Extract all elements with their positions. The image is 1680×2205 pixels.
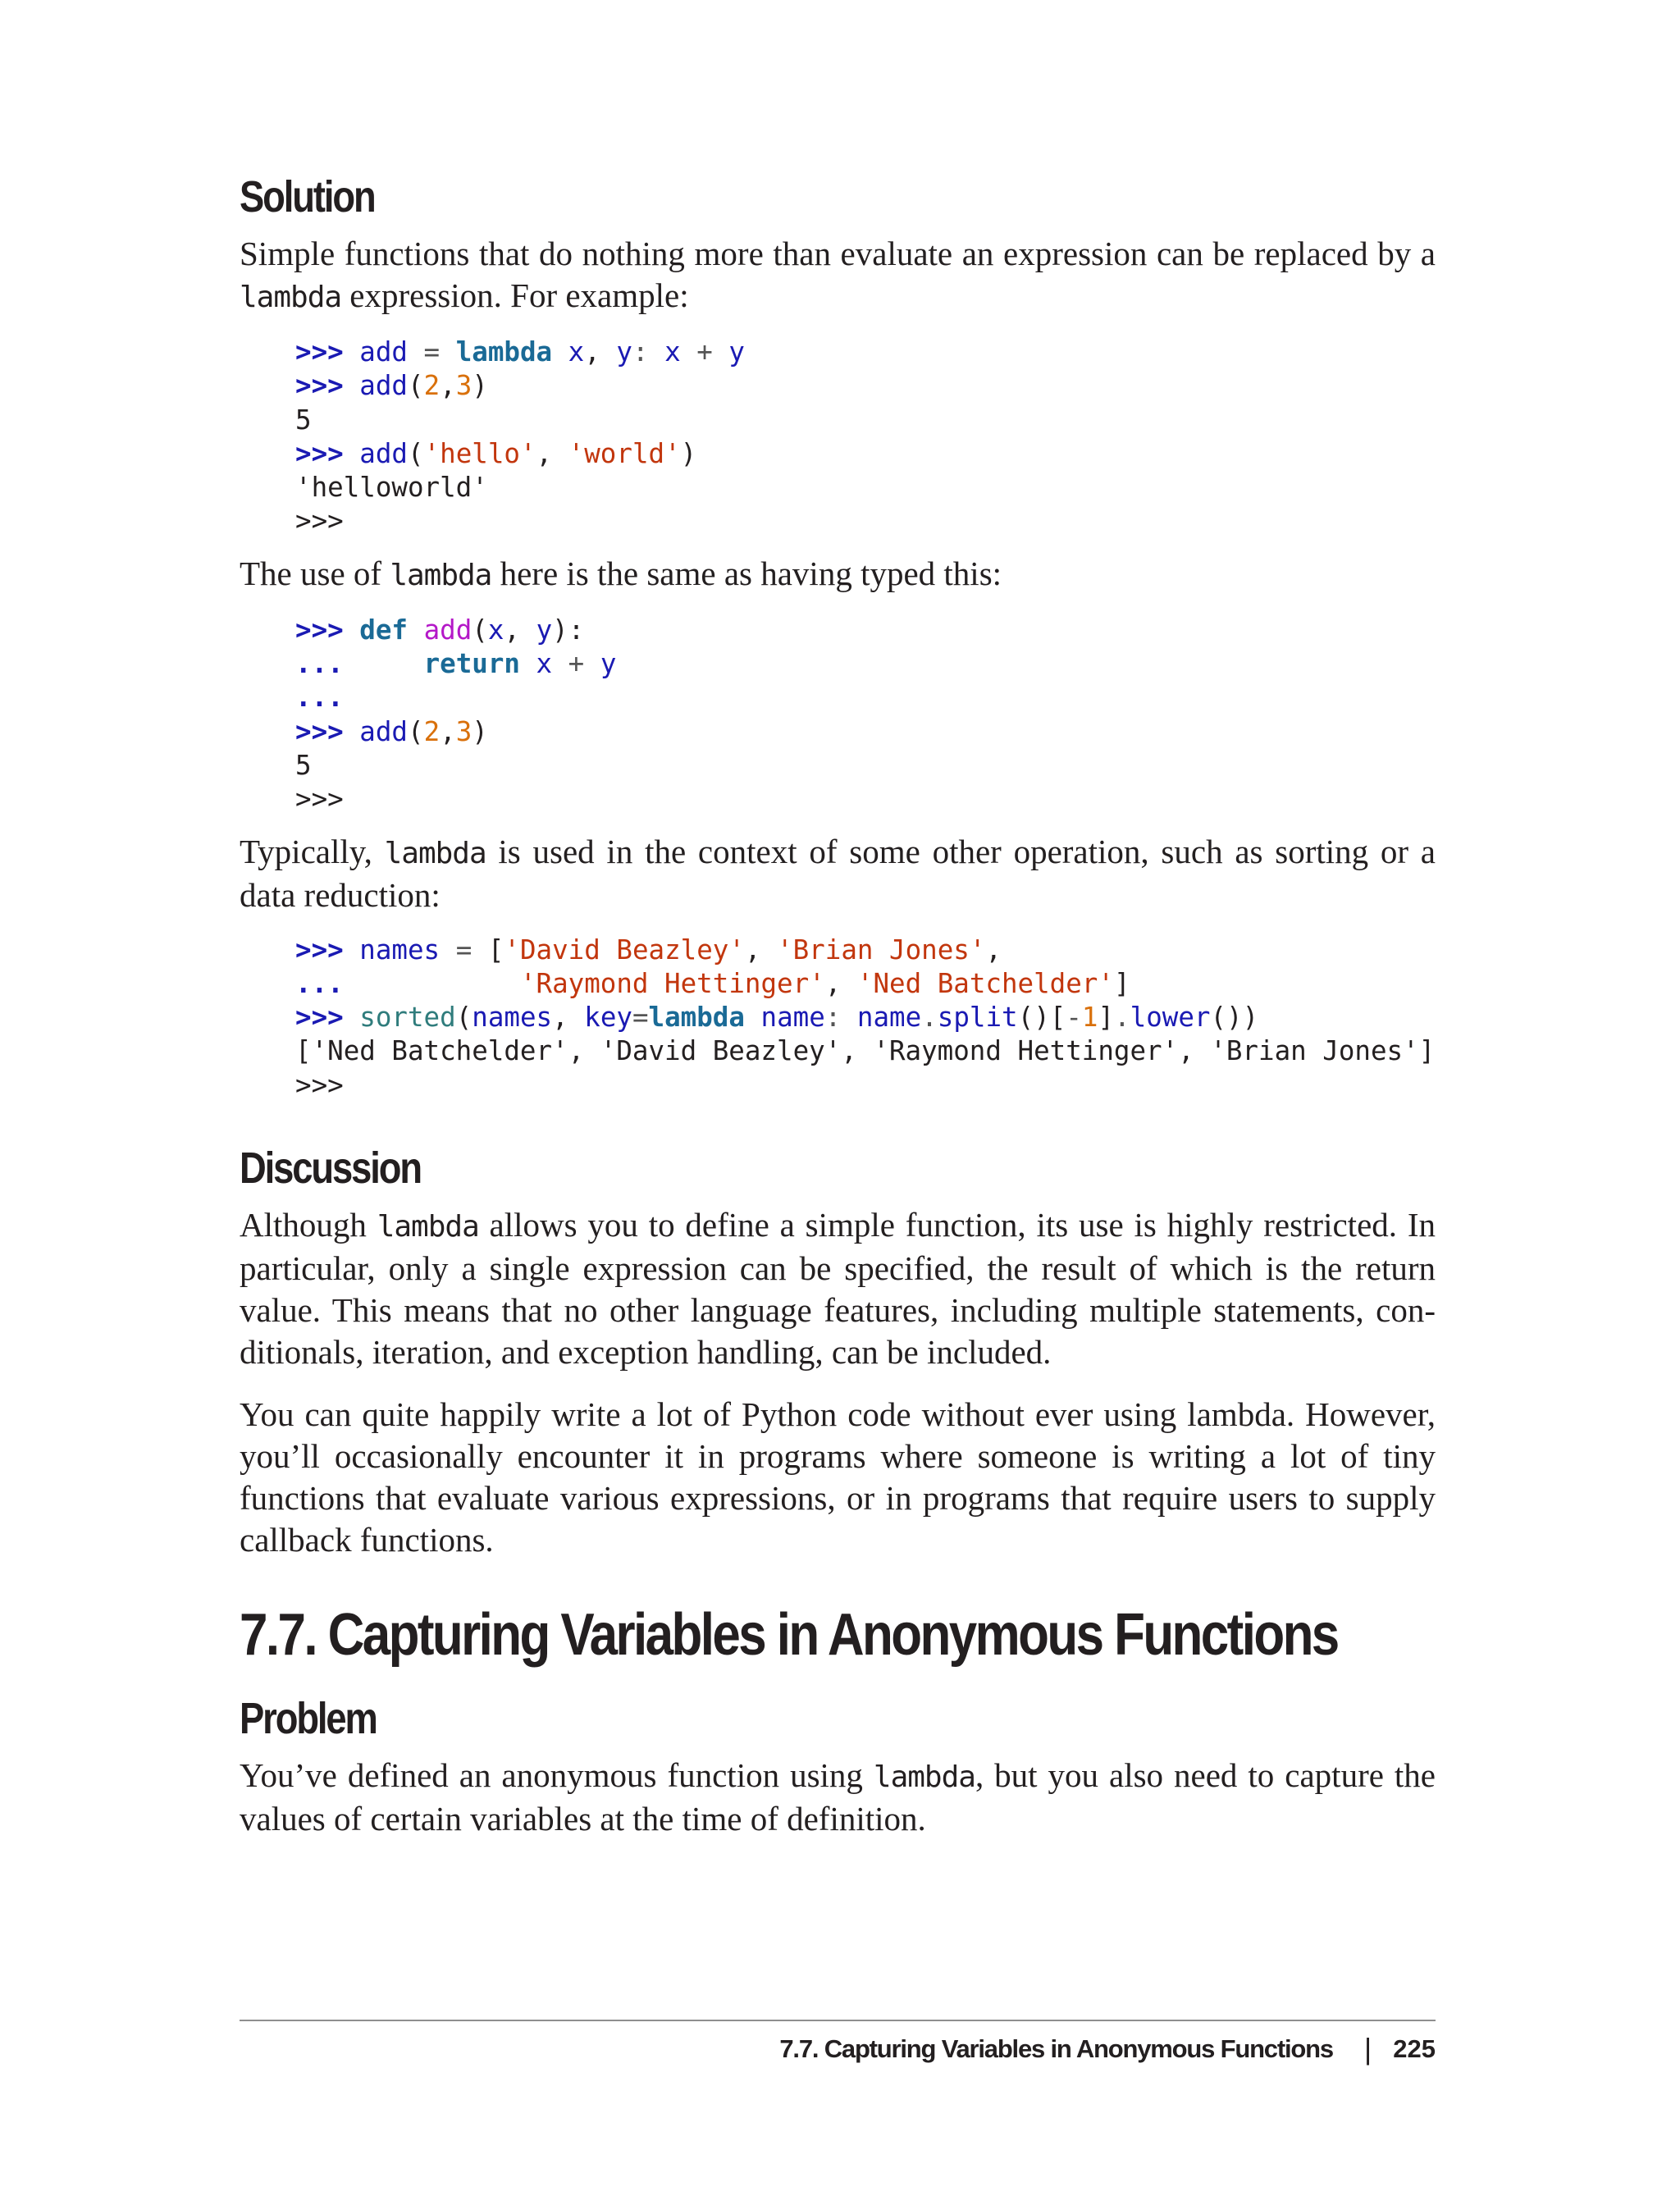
code-token: names [359, 934, 441, 966]
code-token: ) [472, 715, 488, 747]
code-token: , [985, 934, 1002, 966]
recipe-title: 7.7. Capturing Variables in Anonymous Functions [240, 1602, 1338, 1669]
code-token: . [1114, 1002, 1130, 1034]
code-token: , [440, 370, 456, 402]
code-token: : [632, 336, 665, 368]
code-token: ( [407, 715, 424, 747]
solution-paragraph-3 [240, 831, 1436, 916]
code-token: >>> [295, 437, 360, 469]
text-run: Simple functions that do nothing more than evaluate an expression can be replaced by a [240, 235, 1436, 272]
solution-paragraph-1 [240, 233, 1436, 318]
text-run: expression. For example: [341, 276, 689, 314]
code-token: 'world' [568, 437, 681, 469]
code-token: names [472, 1002, 553, 1034]
solution-heading: Solution [240, 172, 375, 221]
code-token: ] [1098, 1002, 1115, 1034]
text-run: allows you to define a simple function, its use is highly restricted. In particular, only a single expression can be specified, the result of which is the return value. This means that no other language features, including multiple statements, conditionals, iteration, and exception handling, can be included. [240, 1206, 1436, 1372]
code-token: >>> [295, 934, 360, 966]
code-block-sorted-example [295, 934, 1436, 1102]
code-token: add [359, 336, 408, 368]
code-token: name [744, 1002, 825, 1034]
solution-paragraph-2 [240, 553, 1436, 596]
code-token: ... [295, 967, 360, 999]
text-run: You’ve defined an anonymous function using [240, 1756, 874, 1795]
code-token: 'Ned Batchelder' [856, 967, 1114, 999]
code-token: add [359, 370, 408, 402]
code-line [295, 471, 1436, 504]
code-token: >>> [295, 336, 360, 368]
code-line [295, 1034, 1436, 1068]
code-token: ): [552, 614, 585, 646]
code-token: y [536, 614, 553, 646]
code-token: , [824, 967, 857, 999]
code-token [408, 614, 424, 646]
code-token: ( [407, 370, 424, 402]
code-token: y [600, 648, 617, 680]
code-token: ( [455, 1002, 472, 1034]
code-token: 2 [423, 370, 441, 402]
text-run: here is the same as having typed this: [491, 554, 1002, 592]
code-token: 5 [295, 749, 312, 781]
problem-paragraph [240, 1755, 1436, 1840]
code-token: >>> [295, 1069, 344, 1101]
code-token: return [423, 648, 520, 680]
code-token: lower [1130, 1002, 1211, 1034]
code-token: ) [680, 437, 697, 469]
code-line [295, 967, 1436, 1001]
text-run: , but you also need to capture the values of certain variables at the time of definition. [240, 1756, 1436, 1838]
code-token: 'David Beazley' [504, 934, 745, 966]
page-content [240, 0, 1436, 1840]
code-token: >>> [295, 715, 360, 747]
footer-separator: | [1363, 2032, 1372, 2066]
code-token: lambda [648, 1002, 745, 1034]
code-token: >>> [295, 614, 360, 646]
code-block-def-example [295, 614, 1436, 817]
code-line [295, 369, 1436, 403]
discussion-heading: Discussion [240, 1144, 421, 1194]
code-token: 'Raymond Hettinger' [519, 967, 825, 999]
code-token: ( [407, 437, 424, 469]
code-token: ... [295, 682, 344, 714]
code-token: 3 [455, 715, 472, 747]
code-token: 3 [455, 370, 472, 402]
code-token: add [359, 437, 408, 469]
footer-rule [240, 2020, 1436, 2021]
discussion-paragraph-1 [240, 1204, 1436, 1373]
code-line [295, 614, 1436, 647]
code-token: y [616, 336, 632, 368]
code-token: x [487, 614, 504, 646]
code-token: = [407, 336, 456, 368]
code-token [359, 968, 520, 999]
code-line [295, 715, 1436, 749]
code-line [295, 681, 1436, 714]
page-footer [240, 2025, 1436, 2074]
code-token: + [680, 336, 729, 368]
code-token: , [552, 1002, 585, 1034]
code-token: 'hello' [423, 437, 536, 469]
code-line [295, 647, 1436, 681]
code-token: x [552, 336, 585, 368]
code-token: , [744, 934, 778, 966]
code-token: add [359, 715, 408, 747]
code-token: 5 [295, 404, 312, 436]
footer-running-title: 7.7. Capturing Variables in Anonymous Functions [779, 2034, 1333, 2063]
code-token: sorted [359, 1002, 456, 1034]
inline-code: lambda [390, 558, 492, 592]
code-token: = [632, 1002, 649, 1034]
code-token: = [440, 934, 488, 966]
code-token: 'helloworld' [295, 472, 488, 504]
text-run: is used in the context of some other operation, such as sorting or a data reduction: [240, 832, 1436, 914]
code-line [295, 934, 1436, 967]
code-line [295, 783, 1436, 816]
code-line [295, 1001, 1436, 1034]
inline-code: lambda [240, 281, 342, 314]
code-token: ( [472, 614, 488, 646]
code-token: ) [472, 370, 488, 402]
code-token: split [937, 1002, 1018, 1034]
code-line [295, 504, 1436, 538]
code-token: , [440, 715, 456, 747]
inline-code: lambda [384, 836, 486, 870]
code-line [295, 1069, 1436, 1102]
page-number: 225 [1393, 2034, 1436, 2063]
code-token: 1 [1081, 1002, 1098, 1034]
code-token: ] [1113, 967, 1130, 999]
code-token: y [728, 336, 745, 368]
inline-code: lambda [873, 1760, 975, 1795]
code-token: >>> [295, 1002, 360, 1034]
code-token: >>> [295, 505, 344, 537]
code-token: ()[ [1017, 1002, 1066, 1034]
problem-heading: Problem [240, 1694, 377, 1744]
code-token: lambda [455, 336, 553, 368]
code-token: , [536, 437, 568, 469]
code-token: ... [295, 648, 360, 680]
code-token: ()) [1210, 1002, 1259, 1034]
code-block-lambda-example [295, 336, 1436, 539]
code-token: add [423, 614, 472, 646]
text-run: Typically, [240, 832, 385, 870]
code-token: : [824, 1002, 857, 1034]
text-run: Although [240, 1206, 377, 1244]
code-token: x [664, 336, 681, 368]
code-token: , [504, 614, 536, 646]
code-line [295, 749, 1436, 783]
code-line [295, 336, 1436, 369]
code-token: [ [487, 934, 504, 966]
code-line [295, 437, 1436, 471]
code-token: >>> [295, 783, 344, 815]
text-run: The use of [240, 554, 390, 592]
code-token: , [584, 336, 617, 368]
code-token: . [921, 1002, 938, 1034]
code-token: name [856, 1002, 922, 1034]
discussion-paragraph-2: You can quite happily write a lot of Python code without ever using lambda. However, you’ll occasionally encounter it in programs where someone is writing a lot of tiny functions that evaluate various expressions, or in programs that require users to supply callback functions. [240, 1395, 1436, 1559]
code-token: x [519, 648, 553, 680]
inline-code: lambda [377, 1210, 479, 1244]
code-line [295, 404, 1436, 437]
code-token: >>> [295, 370, 360, 402]
code-token [359, 648, 423, 679]
code-token: - [1066, 1002, 1082, 1034]
code-token: 'Brian Jones' [777, 934, 986, 966]
code-token: def [359, 614, 408, 646]
code-token: 2 [423, 715, 441, 747]
code-token: key [584, 1002, 632, 1034]
code-token: ['Ned Batchelder', 'David Beazley', 'Raymond Hettinger', 'Brian Jones'] [295, 1035, 1436, 1067]
code-token: + [552, 648, 600, 680]
